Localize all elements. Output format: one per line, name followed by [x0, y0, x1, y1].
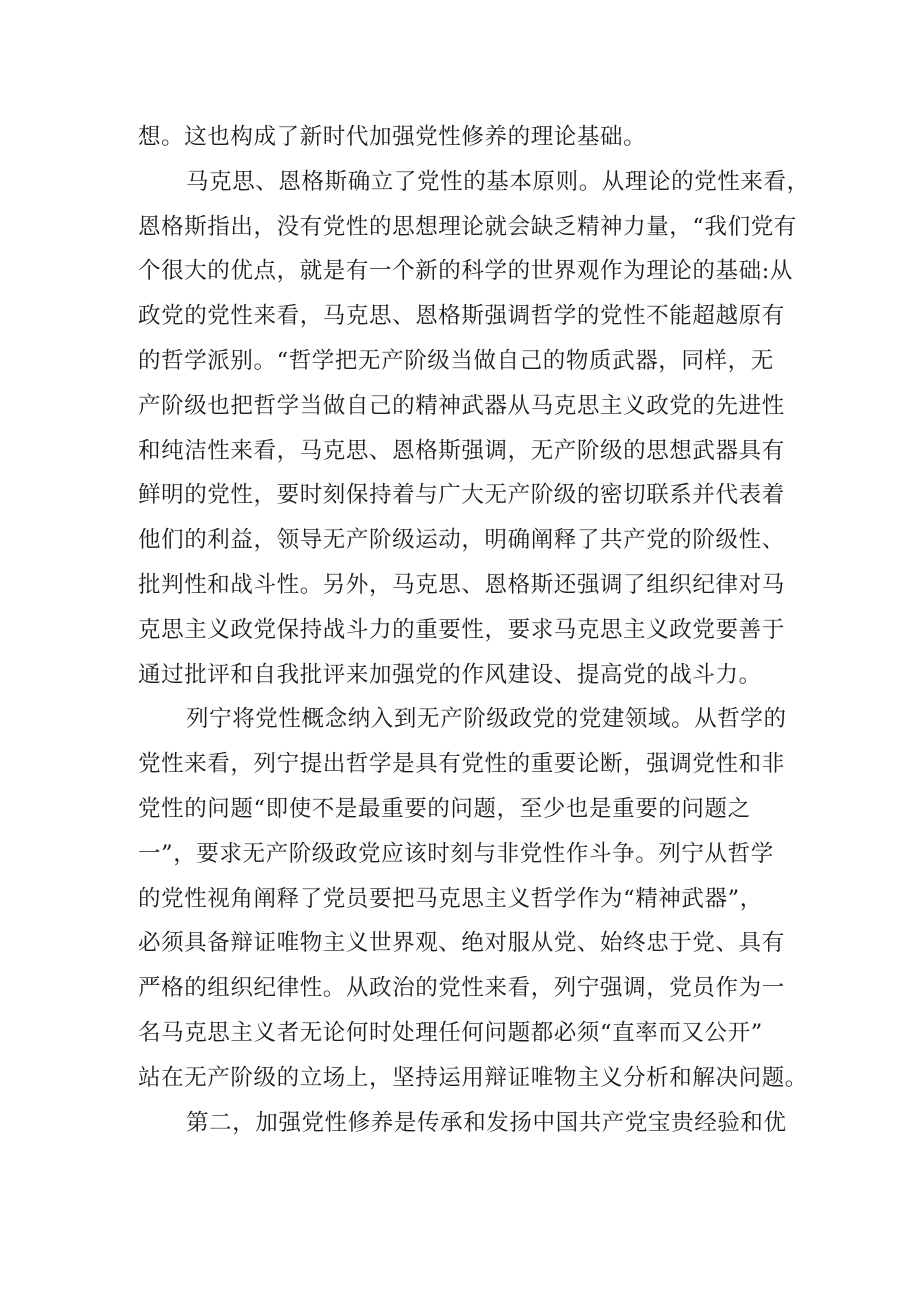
paragraph-2-line-6: 产阶级也把哲学当做自己的精神武器从马克思主义政党的先进性	[138, 392, 785, 419]
paragraph-1-line-1: 想。这也构成了新时代加强党性修养的理论基础。	[138, 124, 647, 150]
paragraph-2-line-4: 政党的党性来看，马克思、恩格斯强调哲学的党性不能超越原有	[138, 303, 785, 330]
paragraph-2-line-11: 克思主义政党保持战斗力的重要性，要求马克思主义政党要善于	[138, 616, 785, 643]
paragraph-2-line-3: 个很大的优点，就是有一个新的科学的世界观作为理论的基础:从	[138, 258, 793, 285]
paragraph-3-line-8: 名马克思主义者无论何时处理任何问题都必须“直率而又公开”	[138, 1019, 763, 1046]
paragraph-3-line-3: 党性的问题“即使不是最重要的问题，至少也是重要的问题之	[138, 795, 751, 822]
body-text	[138, 115, 810, 1145]
paragraph-3-line-4: 一”，要求无产阶级政党应该时刻与非党性作斗争。列宁从哲学	[138, 840, 774, 867]
paragraph-3-line-9: 站在无产阶级的立场上，坚持运用辩证唯物主义分析和解决问题。	[138, 1064, 808, 1091]
paragraph-3-line-1: 列宁将党性概念纳入到无产阶级政党的党建领域。从哲学的	[186, 706, 787, 733]
paragraph-3-line-7: 严格的组织纪律性。从政治的党性来看，列宁强调，党员作为一	[138, 975, 785, 1002]
paragraph-2-line-1: 马克思、恩格斯确立了党性的基本原则。从理论的党性来看，	[186, 168, 810, 195]
paragraph-3-line-6: 必须具备辩证唯物主义世界观、绝对服从党、始终忠于党、具有	[138, 930, 785, 957]
paragraph-2-line-2: 恩格斯指出，没有党性的思想理论就会缺乏精神力量，“我们党有	[138, 213, 797, 240]
paragraph-2-line-7: 和纯洁性来看，马克思、恩格斯强调，无产阶级的思想武器具有	[138, 437, 785, 464]
paragraph-2-line-9: 他们的利益，领导无产阶级运动，明确阐释了共产党的阶级性、	[138, 527, 785, 554]
paragraph-4-line-1: 第二，加强党性修养是传承和发扬中国共产党宝贵经验和优	[186, 1109, 787, 1136]
paragraph-2-line-12: 通过批评和自我批评来加强党的作风建设、提高党的战斗力。	[138, 661, 762, 688]
paragraph-2-line-5: 的哲学派别。“哲学把无产阶级当做自己的物质武器，同样，无	[138, 347, 774, 374]
paragraph-3-line-5: 的党性视角阐释了党员要把马克思主义哲学作为“精神武器”，	[138, 885, 763, 912]
paragraph-2-line-8: 鲜明的党性，要时刻保持着与广大无产阶级的密切联系并代表着	[138, 482, 785, 509]
paragraph-2-line-10: 批判性和战斗性。另外，马克思、恩格斯还强调了组织纪律对马	[138, 571, 785, 598]
paragraph-3-line-2: 党性来看，列宁提出哲学是具有党性的重要论断，强调党性和非	[138, 751, 785, 778]
